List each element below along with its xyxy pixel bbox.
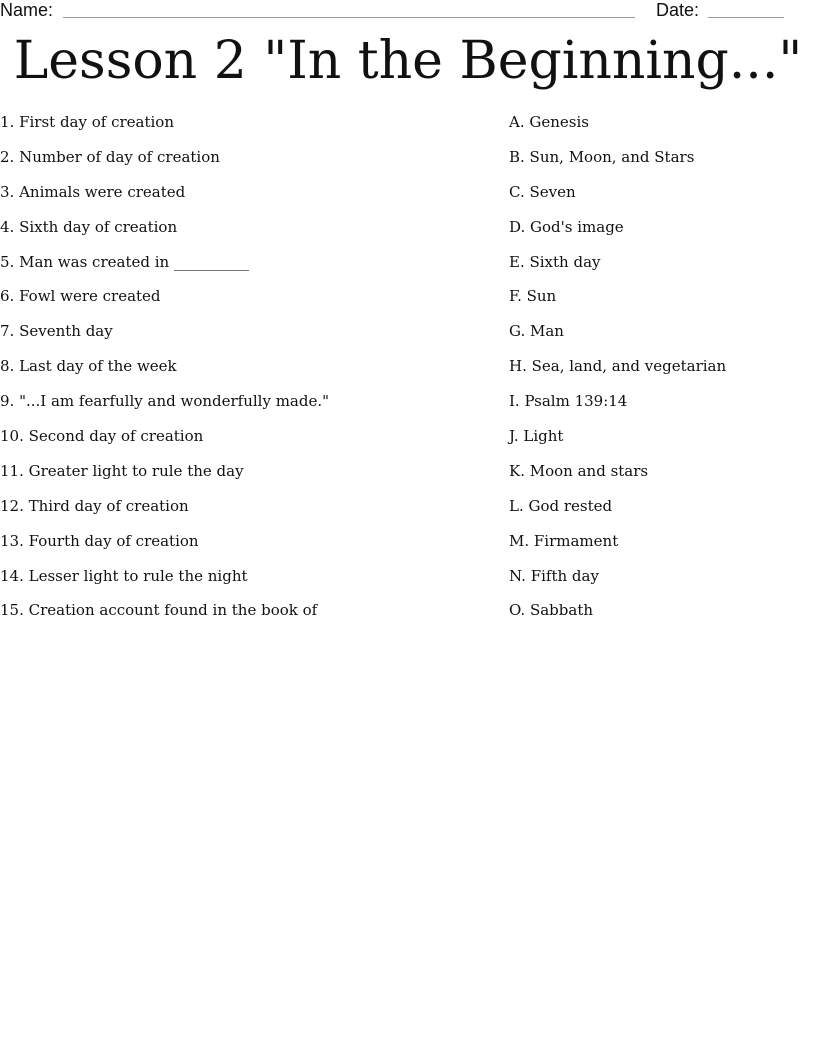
question-item: 13. Fourth day of creation bbox=[0, 531, 199, 550]
name-label: Name: bbox=[0, 0, 54, 20]
answer-item: G. Man bbox=[509, 322, 564, 341]
answer-item: D. God's image bbox=[509, 217, 624, 236]
question-item: 2. Number of day of creation bbox=[0, 147, 220, 166]
question-item: 3. Animals were created bbox=[0, 182, 186, 201]
question-item: 5. Man was created in __________ bbox=[0, 252, 249, 271]
answer-item: N. Fifth day bbox=[509, 566, 599, 585]
question-item: 1. First day of creation bbox=[0, 113, 174, 131]
answer-item: K. Moon and stars bbox=[509, 461, 649, 480]
question-item: 8. Last day of the week bbox=[0, 357, 177, 376]
answer-item: M. Firmament bbox=[509, 531, 619, 550]
question-item: 7. Seventh day bbox=[0, 322, 113, 341]
question-item: 9. "...I am fearfully and wonderfully made." bbox=[0, 392, 330, 411]
question-item: 14. Lesser light to rule the night bbox=[0, 566, 248, 585]
answer-item: B. Sun, Moon, and Stars bbox=[509, 147, 695, 166]
answer-item: I. Psalm 139:14 bbox=[509, 392, 628, 411]
date-blank bbox=[708, 17, 784, 18]
question-item: 12. Third day of creation bbox=[0, 496, 189, 515]
answer-item: F. Sun bbox=[509, 287, 557, 306]
question-item: 15. Creation account found in the book of bbox=[0, 601, 318, 620]
answer-item: C. Seven bbox=[509, 182, 576, 201]
answer-item: E. Sixth day bbox=[509, 252, 601, 271]
answer-item: H. Sea, land, and vegetarian bbox=[509, 357, 727, 376]
answers-list bbox=[509, 111, 809, 634]
question-item: 6. Fowl were created bbox=[0, 287, 161, 306]
answer-item: O. Sabbath bbox=[509, 601, 594, 620]
question-item: 10. Second day of creation bbox=[0, 427, 204, 446]
date-label: Date: bbox=[656, 0, 700, 20]
header-line bbox=[0, 0, 816, 24]
worksheet-title: Lesson 2 "In the Beginning..." bbox=[13, 31, 803, 91]
question-item: 11. Greater light to rule the day bbox=[0, 461, 244, 480]
answer-item: L. God rested bbox=[509, 496, 613, 515]
question-item: 4. Sixth day of creation bbox=[0, 217, 178, 236]
name-blank bbox=[63, 17, 635, 18]
answer-item: J. Light bbox=[509, 427, 564, 446]
answer-item: A. Genesis bbox=[509, 113, 589, 131]
questions-list bbox=[0, 111, 480, 634]
